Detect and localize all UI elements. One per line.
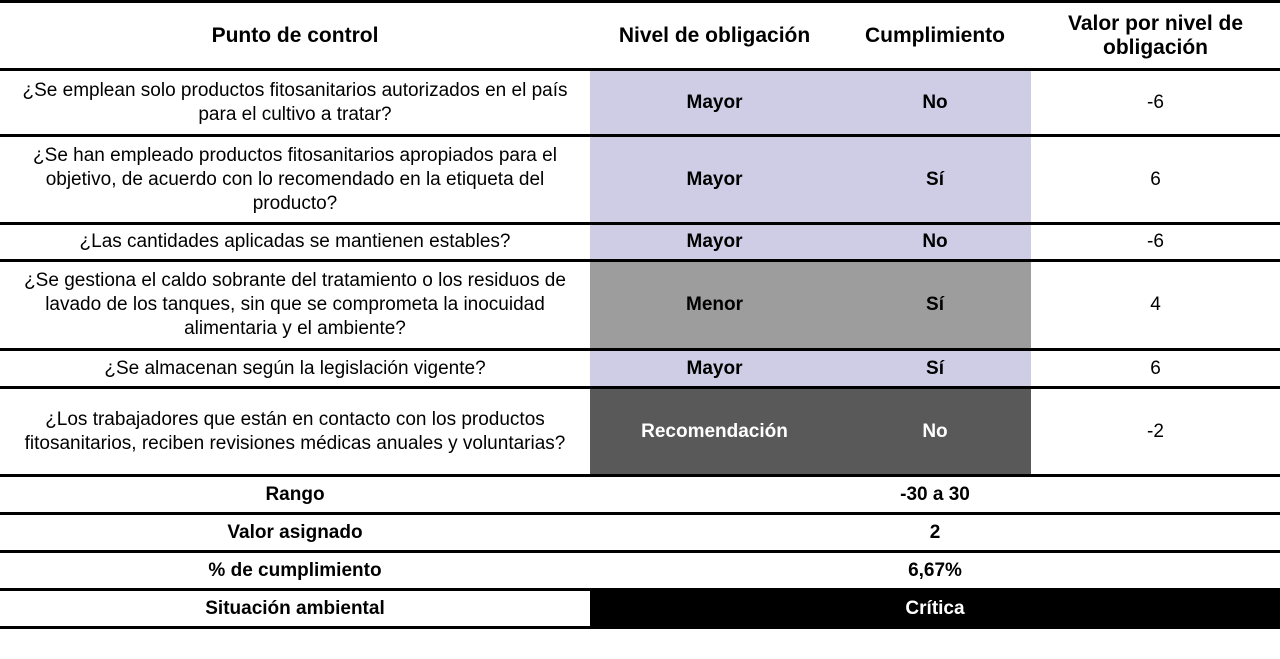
table-row: [0, 388, 1280, 476]
cell-valor: 6: [1031, 350, 1280, 388]
situacion-label: Situación ambiental: [0, 590, 590, 628]
situacion-value: Crítica: [590, 590, 1280, 628]
cell-valor: -6: [1031, 70, 1280, 136]
cell-punto: ¿Las cantidades aplicadas se mantienen estables?: [0, 224, 590, 261]
cell-nivel: Mayor: [590, 224, 839, 261]
cell-cumplimiento: No: [839, 388, 1031, 476]
cell-nivel: Mayor: [590, 350, 839, 388]
valor-asignado-label: Valor asignado: [0, 514, 590, 552]
cell-valor: 6: [1031, 136, 1280, 224]
summary-row-situacion: [0, 590, 1280, 628]
cell-nivel: Recomendación: [590, 388, 839, 476]
table-row: [0, 261, 1280, 350]
cell-punto: ¿Se han empleado productos fitosanitarios apropiados para el objetivo, de acuerdo con lo recomendado en la etiqueta del producto?: [0, 136, 590, 224]
cell-cumplimiento: No: [839, 224, 1031, 261]
summary-row-valor: [0, 514, 1280, 552]
cell-punto: ¿Se gestiona el caldo sobrante del tratamiento o los residuos de lavado de los tanques, sin que se comprometa la inocuidad alimentaria y el ambiente?: [0, 261, 590, 350]
header-valor-por-nivel: Valor por nivel de obligación: [1031, 3, 1280, 70]
summary-section: [0, 476, 1280, 628]
cell-nivel: Mayor: [590, 136, 839, 224]
rango-label: Rango: [0, 476, 590, 514]
summary-row-rango: [0, 476, 1280, 514]
cell-nivel: Menor: [590, 261, 839, 350]
cell-valor: -2: [1031, 388, 1280, 476]
header-cumplimiento: Cumplimiento: [839, 3, 1031, 70]
cell-valor: -6: [1031, 224, 1280, 261]
table-body: [0, 70, 1280, 476]
cell-punto: ¿Los trabajadores que están en contacto con los productos fitosanitarios, reciben revisiones médicas anuales y voluntarias?: [0, 388, 590, 476]
header-punto-de-control: Punto de control: [0, 3, 590, 70]
table-row: [0, 224, 1280, 261]
compliance-table: [0, 3, 1280, 629]
rango-value: -30 a 30: [590, 476, 1280, 514]
table-row: [0, 70, 1280, 136]
porcentaje-label: % de cumplimiento: [0, 552, 590, 590]
table-row: [0, 350, 1280, 388]
cell-cumplimiento: No: [839, 70, 1031, 136]
cell-nivel: Mayor: [590, 70, 839, 136]
cell-punto: ¿Se emplean solo productos fitosanitarios autorizados en el país para el cultivo a tratar?: [0, 70, 590, 136]
table-header: [0, 3, 1280, 70]
cell-cumplimiento: Sí: [839, 136, 1031, 224]
cell-cumplimiento: Sí: [839, 261, 1031, 350]
porcentaje-value: 6,67%: [590, 552, 1280, 590]
summary-row-porcentaje: [0, 552, 1280, 590]
table-row: [0, 136, 1280, 224]
cell-punto: ¿Se almacenan según la legislación vigente?: [0, 350, 590, 388]
valor-asignado-value: 2: [590, 514, 1280, 552]
cell-cumplimiento: Sí: [839, 350, 1031, 388]
header-nivel-de-obligacion: Nivel de obligación: [590, 3, 839, 70]
cell-valor: 4: [1031, 261, 1280, 350]
